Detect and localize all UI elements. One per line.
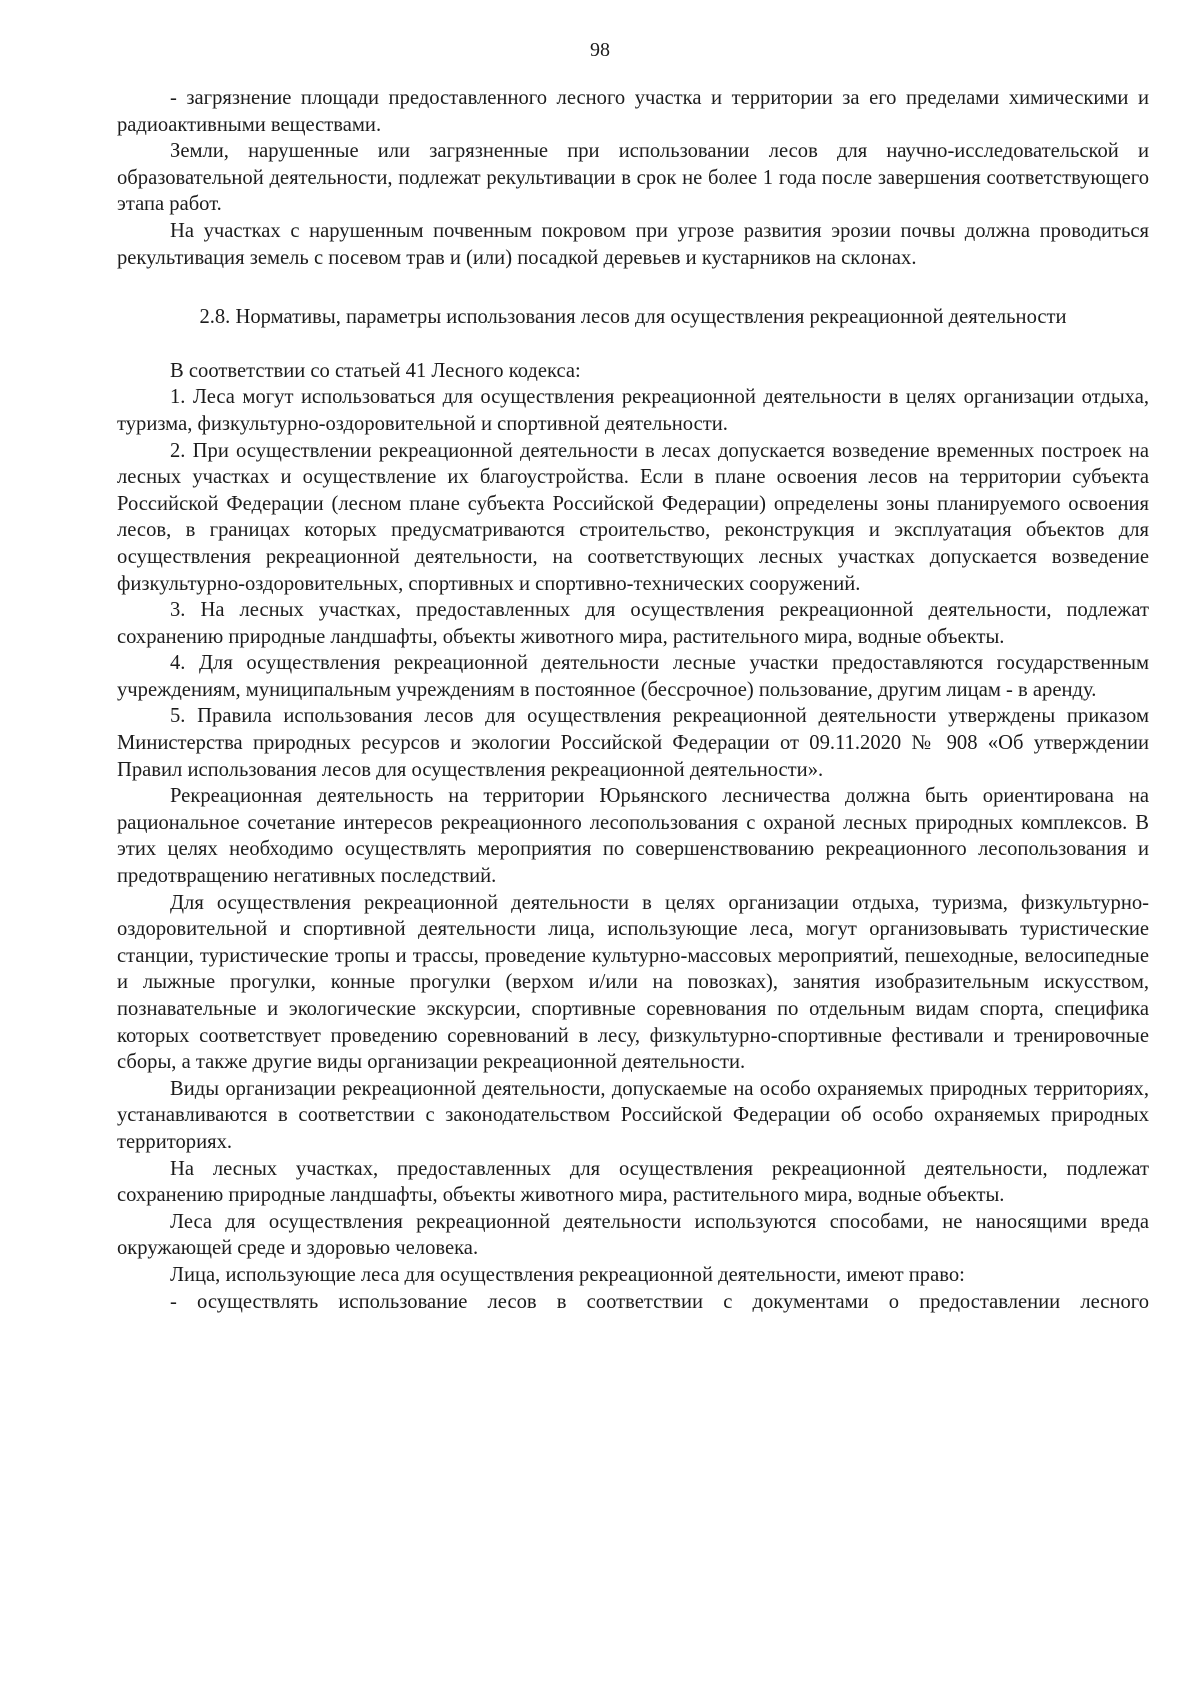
- paragraph: На участках с нарушенным почвенным покровом при угрозе развития эрозии почвы должна проводиться рекультивация земель с посевом трав и (или) посадкой деревьев и кустарников на склонах.: [117, 219, 1149, 269]
- paragraph: - осуществлять использование лесов в соответствии с документами о предоставлении лесного: [170, 1290, 1149, 1313]
- paragraph: Земли, нарушенные или загрязненные при использовании лесов для научно-исследовательской и образовательной деятельности, подлежат рекультивации в срок не более 1 года после завершения соответствующего этапа работ.: [117, 140, 1149, 216]
- paragraph: Для осуществления рекреационной деятельности в целях организации отдыха, туризма, физкультурно-оздоровительной и спортивной деятельности лица, использующие леса, могут организовывать туристические станции, туристические тропы и трассы, проведение культурно-массовых мероприятий, пешеходные, велосипедные и лыжные прогулки, конные прогулки (верхом и/или на повозках), занятия изобразительным искусством, познавательные и экологические экскурсии, спортивные соревнования по отдельным видам спорта, специфика которых соответствует проведению соревнований в лесу, физкультурно-спортивные фестивали и тренировочные сборы, а также другие виды организации рекреационной деятельности.: [117, 891, 1149, 1074]
- paragraph: 2. При осуществлении рекреационной деятельности в лесах допускается возведение временных построек на лесных участках и осуществление их благоустройства. Если в плане освоения лесов на территории субъекта Российской Федерации (лесном плане субъекта Российской Федерации) определены зоны планируемого освоения лесов, в границах которых предусматриваются строительство, реконструкция и эксплуатация объектов для осуществления рекреационной деятельности, на соответствующих лесных участках допускается возведение физкультурно-оздоровительных, спортивных и спортивно-технических сооружений.: [117, 439, 1149, 595]
- paragraph: В соответствии со статьей 41 Лесного кодекса:: [170, 359, 581, 382]
- paragraph: - загрязнение площади предоставленного лесного участка и территории за его пределами химическими и радиоактивными веществами.: [117, 87, 1149, 136]
- paragraph: Виды организации рекреационной деятельности, допускаемые на особо охраняемых природных территориях, устанавливаются в соответствии с законодательством Российской Федерации об особо охраняемых природных территориях.: [117, 1077, 1149, 1153]
- document-body: [117, 85, 1149, 1315]
- page-number: 98: [590, 39, 610, 61]
- section-heading: 2.8. Нормативы, параметры использования лесов для осуществления рекреационной деятельности: [199, 306, 1067, 329]
- paragraph: 3. На лесных участках, предоставленных для осуществления рекреационной деятельности, подлежат сохранению природные ландшафты, объекты животного мира, растительного мира, водные объекты.: [117, 599, 1149, 648]
- paragraph: 4. Для осуществления рекреационной деятельности лесные участки предоставляются государственным учреждениям, муниципальным учреждениям в постоянное (бессрочное) пользование, другим лицам - в аренду.: [117, 652, 1149, 701]
- paragraph: 5. Правила использования лесов для осуществления рекреационной деятельности утверждены приказом Министерства природных ресурсов и экологии Российской Федерации от 09.11.2020 № 908 «Об утверждении Правил использования лесов для осуществления рекреационной деятельности».: [117, 705, 1149, 781]
- paragraph: На лесных участках, предоставленных для осуществления рекреационной деятельности, подлежат сохранению природные ландшафты, объекты животного мира, растительного мира, водные объекты.: [117, 1157, 1149, 1207]
- paragraph: 1. Леса могут использоваться для осуществления рекреационной деятельности в целях организации отдыха, туризма, физкультурно-оздоровительной и спортивной деятельности.: [117, 386, 1149, 435]
- paragraph: Леса для осуществления рекреационной деятельности используются способами, не наносящими вреда окружающей среде и здоровью человека.: [117, 1210, 1149, 1260]
- paragraph: Лица, использующие леса для осуществления рекреационной деятельности, имеют право:: [170, 1263, 965, 1286]
- paragraph: Рекреационная деятельность на территории Юрьянского лесничества должна быть ориентирована на рациональное сочетание интересов рекреационного лесопользования с охраной лесных природных комплексов. В этих целях необходимо осуществлять мероприятия по совершенствованию рекреационного лесопользования и предотвращению негативных последствий.: [117, 785, 1149, 888]
- spacer: [117, 331, 1149, 358]
